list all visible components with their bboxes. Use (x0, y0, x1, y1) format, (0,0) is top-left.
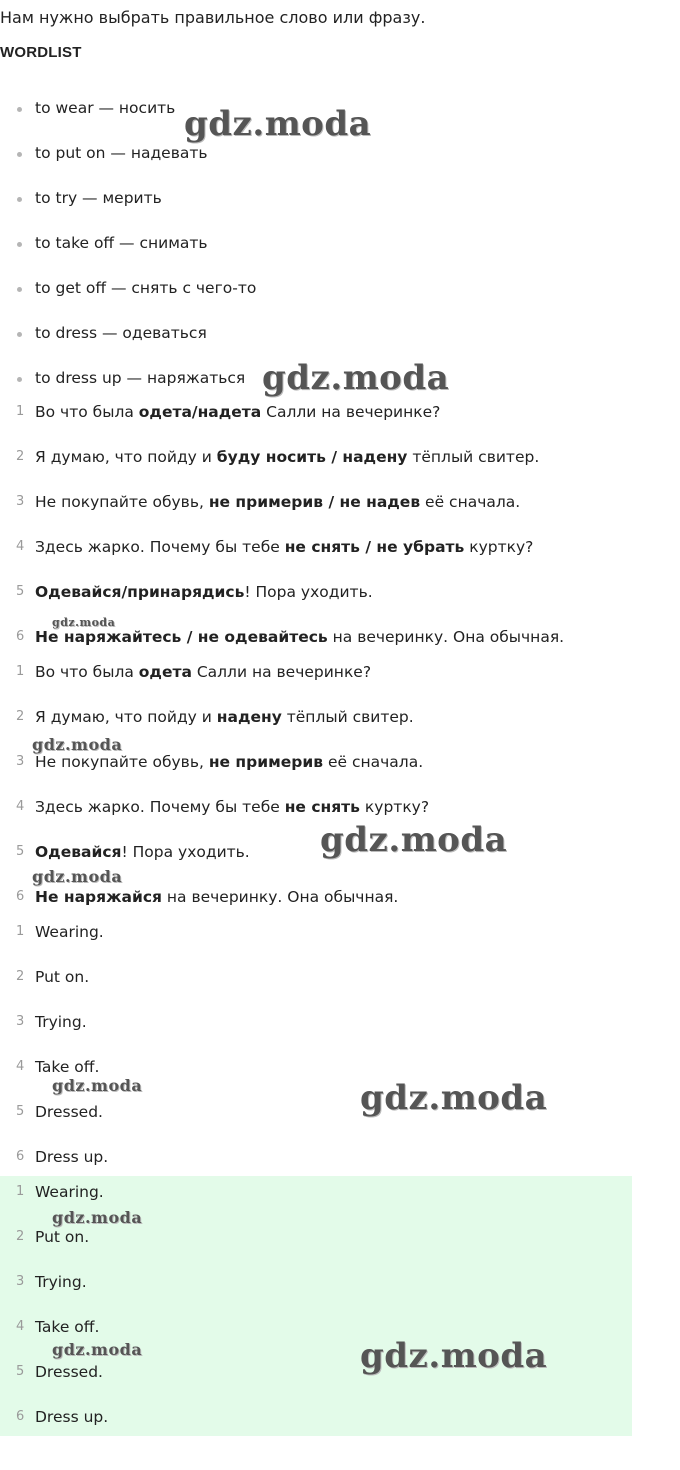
item-number: 2 (16, 1229, 25, 1244)
list-item (0, 965, 640, 1010)
item-answer: одета (138, 663, 192, 681)
item-answer: не снять (284, 798, 360, 816)
item-answer: не примерив (208, 753, 324, 771)
item-number: 6 (16, 1409, 25, 1424)
list-item (0, 580, 640, 625)
item-text: куртку? (359, 798, 430, 816)
item-text: Dress up. (35, 1148, 109, 1166)
item-text: ! Пора уходить. (244, 583, 373, 601)
item-number: 4 (16, 539, 25, 554)
wordlist (0, 96, 640, 411)
list-item (0, 445, 640, 490)
item-text: Put on. (35, 1228, 90, 1246)
item-answer: не снять / не убрать (284, 538, 465, 556)
watermark: gdz.moda (32, 735, 123, 754)
item-text: Салли на вечеринке? (191, 663, 372, 681)
item-text: тёплый свитер. (407, 448, 540, 466)
list-item (0, 1225, 640, 1270)
item-text: Trying. (35, 1013, 87, 1031)
item-text: Во что была (35, 663, 139, 681)
item-text: Здесь жарко. Почему бы тебе (35, 538, 285, 556)
item-number: 4 (16, 1059, 25, 1074)
item-number: 6 (16, 889, 25, 904)
list-item (0, 535, 640, 580)
item-answer: буду носить / надену (216, 448, 408, 466)
item-text: на вечеринку. Она обычная. (327, 628, 565, 646)
item-text: её сначала. (323, 753, 424, 771)
wordlist-item: to dress up — наряжаться (0, 366, 640, 411)
wordlist-item: to take off — снимать (0, 231, 640, 276)
item-number: 1 (16, 404, 25, 419)
item-number: 1 (16, 664, 25, 679)
watermark: gdz.moda (360, 1336, 548, 1376)
wordlist-item: to dress — одеваться (0, 321, 640, 366)
list-item (0, 1405, 640, 1450)
item-number: 2 (16, 449, 25, 464)
wordlist-heading: WORDLIST (0, 44, 82, 61)
watermark: gdz.moda (184, 104, 372, 144)
item-text: Dress up. (35, 1408, 109, 1426)
item-text: Не покупайте обувь, (35, 753, 209, 771)
item-text: Take off. (35, 1058, 100, 1076)
item-answer: Одевайся/принарядись (35, 583, 245, 601)
item-number: 3 (16, 754, 25, 769)
list-item (0, 1270, 640, 1315)
watermark: gdz.moda (32, 867, 123, 886)
list-item (0, 705, 640, 750)
watermark: gdz.moda (52, 1076, 143, 1095)
item-number: 1 (16, 924, 25, 939)
item-text: Take off. (35, 1318, 100, 1336)
item-number: 4 (16, 1319, 25, 1334)
item-text: тёплый свитер. (281, 708, 414, 726)
item-answer: одета/надета (138, 403, 262, 421)
item-answer: Не наряжайтесь / не одевайтесь (35, 628, 328, 646)
item-text: Здесь жарко. Почему бы тебе (35, 798, 285, 816)
wordlist-item: to wear — носить (0, 96, 640, 141)
wordlist-item: to try — мерить (0, 186, 640, 231)
item-number: 4 (16, 799, 25, 814)
item-text: Салли на вечеринке? (261, 403, 441, 421)
list-item (0, 1010, 640, 1055)
item-number: 6 (16, 629, 25, 644)
list-item (0, 400, 640, 445)
item-text: Wearing. (35, 923, 104, 941)
translation-list-variants (0, 400, 640, 670)
item-text: Я думаю, что пойду и (35, 448, 217, 466)
item-text: Put on. (35, 968, 90, 986)
list-item (0, 1315, 640, 1360)
wordlist-item: to get off — снять с чего-то (0, 276, 640, 321)
item-number: 5 (16, 844, 25, 859)
list-item (0, 1360, 640, 1405)
list-item (0, 1100, 640, 1145)
watermark: gdz.moda (320, 820, 508, 860)
list-item (0, 1055, 640, 1100)
intro-text: Нам нужно выбрать правильное слово или фразу. (0, 8, 426, 27)
item-number: 3 (16, 494, 25, 509)
item-answer: Одевайся (35, 843, 122, 861)
item-number: 5 (16, 1364, 25, 1379)
list-item (0, 920, 640, 965)
item-number: 6 (16, 1149, 25, 1164)
watermark: gdz.moda (262, 358, 450, 398)
watermark: gdz.moda (52, 1208, 143, 1227)
wordlist-item: to put on — надевать (0, 141, 640, 186)
watermark: gdz.moda (360, 1078, 548, 1118)
watermark: gdz.moda (52, 616, 116, 629)
item-number: 3 (16, 1274, 25, 1289)
item-answer: надену (216, 708, 282, 726)
english-answers-list (0, 920, 640, 1190)
item-number: 5 (16, 584, 25, 599)
item-number: 3 (16, 1014, 25, 1029)
item-number: 5 (16, 1104, 25, 1119)
item-number: 2 (16, 709, 25, 724)
item-text: Dressed. (35, 1363, 103, 1381)
list-item (0, 1180, 640, 1225)
item-text: куртку? (464, 538, 534, 556)
list-item (0, 840, 640, 885)
item-text: на вечеринку. Она обычная. (161, 888, 399, 906)
item-number: 2 (16, 969, 25, 984)
item-text: Я думаю, что пойду и (35, 708, 217, 726)
list-item (0, 660, 640, 705)
list-item (0, 750, 640, 795)
list-item (0, 490, 640, 535)
item-text: Во что была (35, 403, 139, 421)
item-number: 1 (16, 1184, 25, 1199)
highlighted-answers-list (0, 1180, 640, 1450)
item-answer: не примерив / не надев (208, 493, 421, 511)
item-text: Trying. (35, 1273, 87, 1291)
list-item (0, 795, 640, 840)
item-text: Wearing. (35, 1183, 104, 1201)
item-answer: Не наряжайся (35, 888, 162, 906)
translation-list-final (0, 660, 640, 930)
item-text: её сначала. (420, 493, 521, 511)
watermark: gdz.moda (52, 1340, 143, 1359)
item-text: Не покупайте обувь, (35, 493, 209, 511)
item-text: Dressed. (35, 1103, 103, 1121)
item-text: ! Пора уходить. (121, 843, 250, 861)
